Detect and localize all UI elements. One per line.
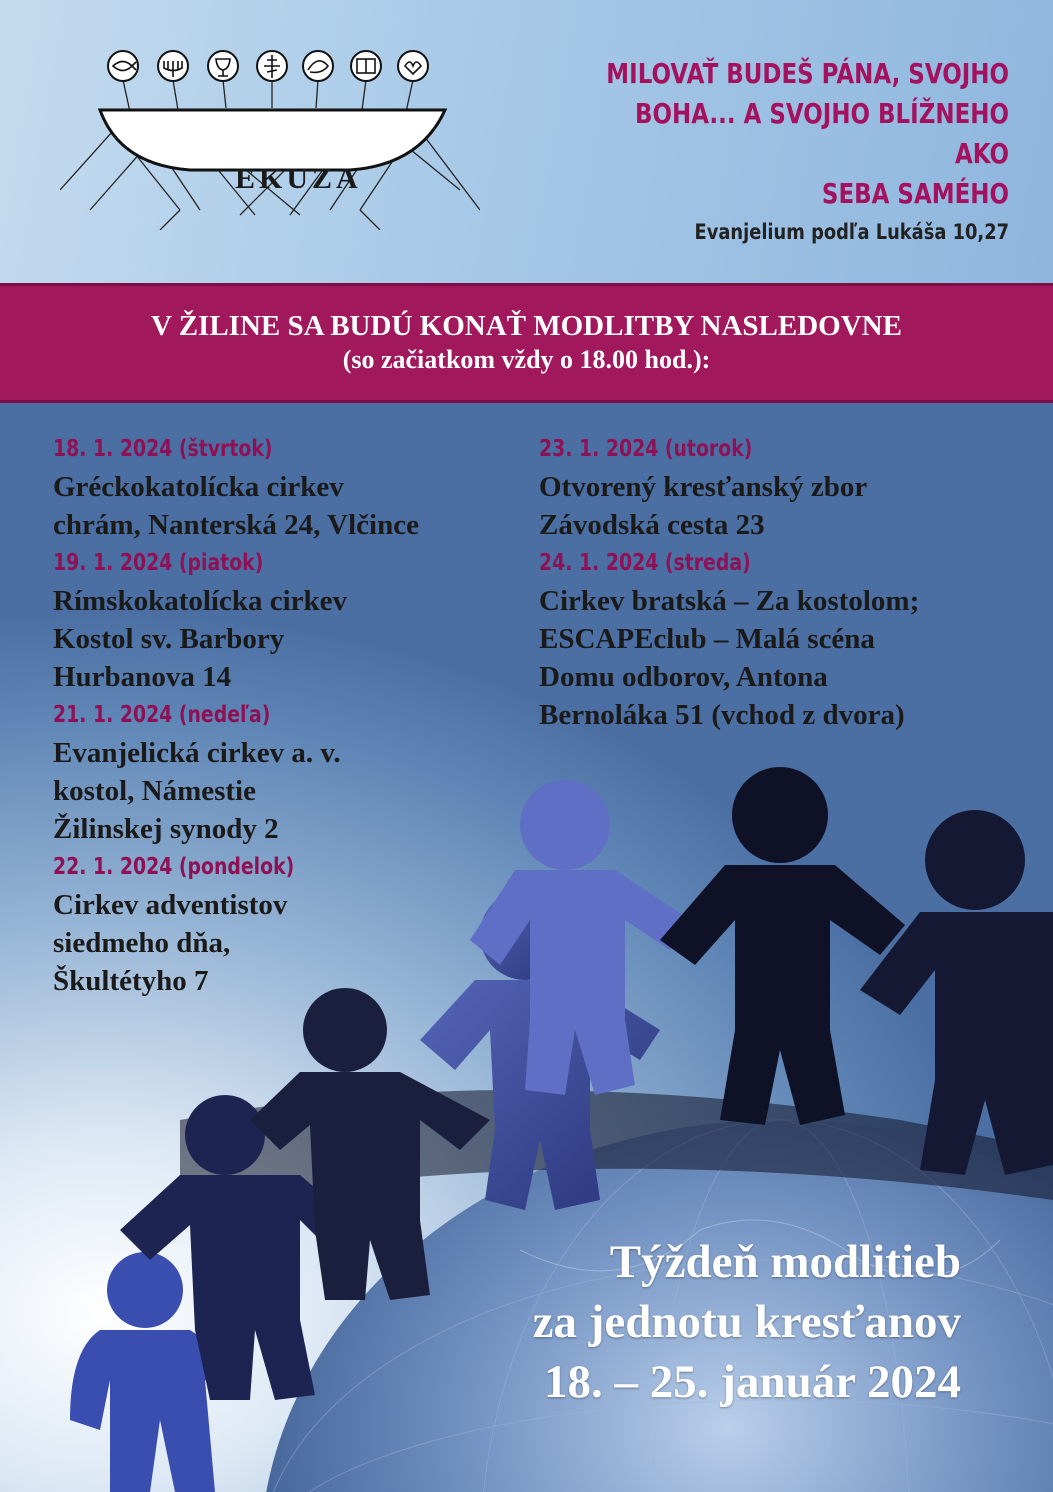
- event-title: [401, 1232, 961, 1412]
- ekuza-emblem-icon: [60, 40, 480, 230]
- schedule-left-column: [53, 430, 523, 1000]
- schedule-date: 18. 1. 2024 (štvrtok): [53, 436, 273, 462]
- schedule-place-line: Hurbanova 14: [53, 661, 232, 693]
- event-title-line: Týždeň modlitieb: [609, 1236, 961, 1288]
- schedule-entry: [53, 544, 523, 696]
- schedule-place-line: Gréckokatolícka cirkev: [53, 471, 344, 503]
- event-dates: 18. – 25. január 2024: [544, 1356, 961, 1408]
- motto-line: BOHA... A SVOJHO BLÍŽNEHO AKO: [635, 97, 1009, 170]
- schedule-date: 23. 1. 2024 (utorok): [539, 436, 753, 462]
- schedule-place-line: Kostol sv. Barbory: [53, 623, 285, 655]
- bible-motto: [583, 54, 1009, 214]
- logo-text: EKUZA: [235, 162, 362, 195]
- schedule-place-line: Cirkev bratská – Za kostolom;: [539, 585, 920, 617]
- schedule-place-line: ESCAPEclub – Malá scéna: [539, 623, 875, 655]
- event-title-line: za jednotu kresťanov: [532, 1296, 961, 1348]
- schedule-place-line: Domu odborov, Antona: [539, 661, 828, 693]
- schedule-place-line: Evanjelická cirkev a. v.: [53, 737, 341, 769]
- schedule-date: 19. 1. 2024 (piatok): [53, 550, 264, 576]
- schedule-place-line: kostol, Námestie: [53, 775, 256, 807]
- banner-subtitle: (so začiatkom vždy o 18.00 hod.):: [342, 345, 711, 374]
- schedule-place-line: siedmeho dňa,: [53, 927, 231, 959]
- schedule-place-line: Žilinskej synody 2: [53, 813, 279, 845]
- bible-citation: Evanjelium podľa Lukáša 10,27: [694, 220, 1009, 244]
- schedule-place-line: Závodská cesta 23: [539, 509, 765, 541]
- schedule-entry: [539, 430, 1019, 544]
- schedule-entry: [53, 848, 523, 1000]
- schedule-entry: [53, 696, 523, 848]
- schedule-place-line: Cirkev adventistov: [53, 889, 288, 921]
- schedule-place-line: Škultétyho 7: [53, 965, 209, 997]
- ekuza-logo: [60, 40, 480, 230]
- schedule-place-line: Rímskokatolícka cirkev: [53, 585, 348, 617]
- banner-title: V ŽILINE SA BUDÚ KONAŤ MODLITBY NASLEDOVNE: [151, 310, 902, 342]
- schedule-date: 24. 1. 2024 (streda): [539, 550, 751, 576]
- motto-line: SEBA SAMÉHO: [821, 177, 1009, 210]
- schedule-date: 21. 1. 2024 (nedeľa): [53, 702, 271, 728]
- schedule-banner: [0, 283, 1053, 403]
- schedule-date: 22. 1. 2024 (pondelok): [53, 854, 295, 880]
- schedule-entry: [53, 430, 523, 544]
- schedule-right-column: [539, 430, 1019, 734]
- schedule-entry: [539, 544, 1019, 734]
- schedule-place-line: Otvorený kresťanský zbor: [539, 471, 868, 503]
- motto-line: MILOVAŤ BUDEŠ PÁNA, SVOJHO: [606, 57, 1009, 90]
- schedule-place-line: Bernoláka 51 (vchod z dvora): [539, 699, 905, 731]
- schedule-place-line: chrám, Nanterská 24, Vlčince: [53, 509, 419, 541]
